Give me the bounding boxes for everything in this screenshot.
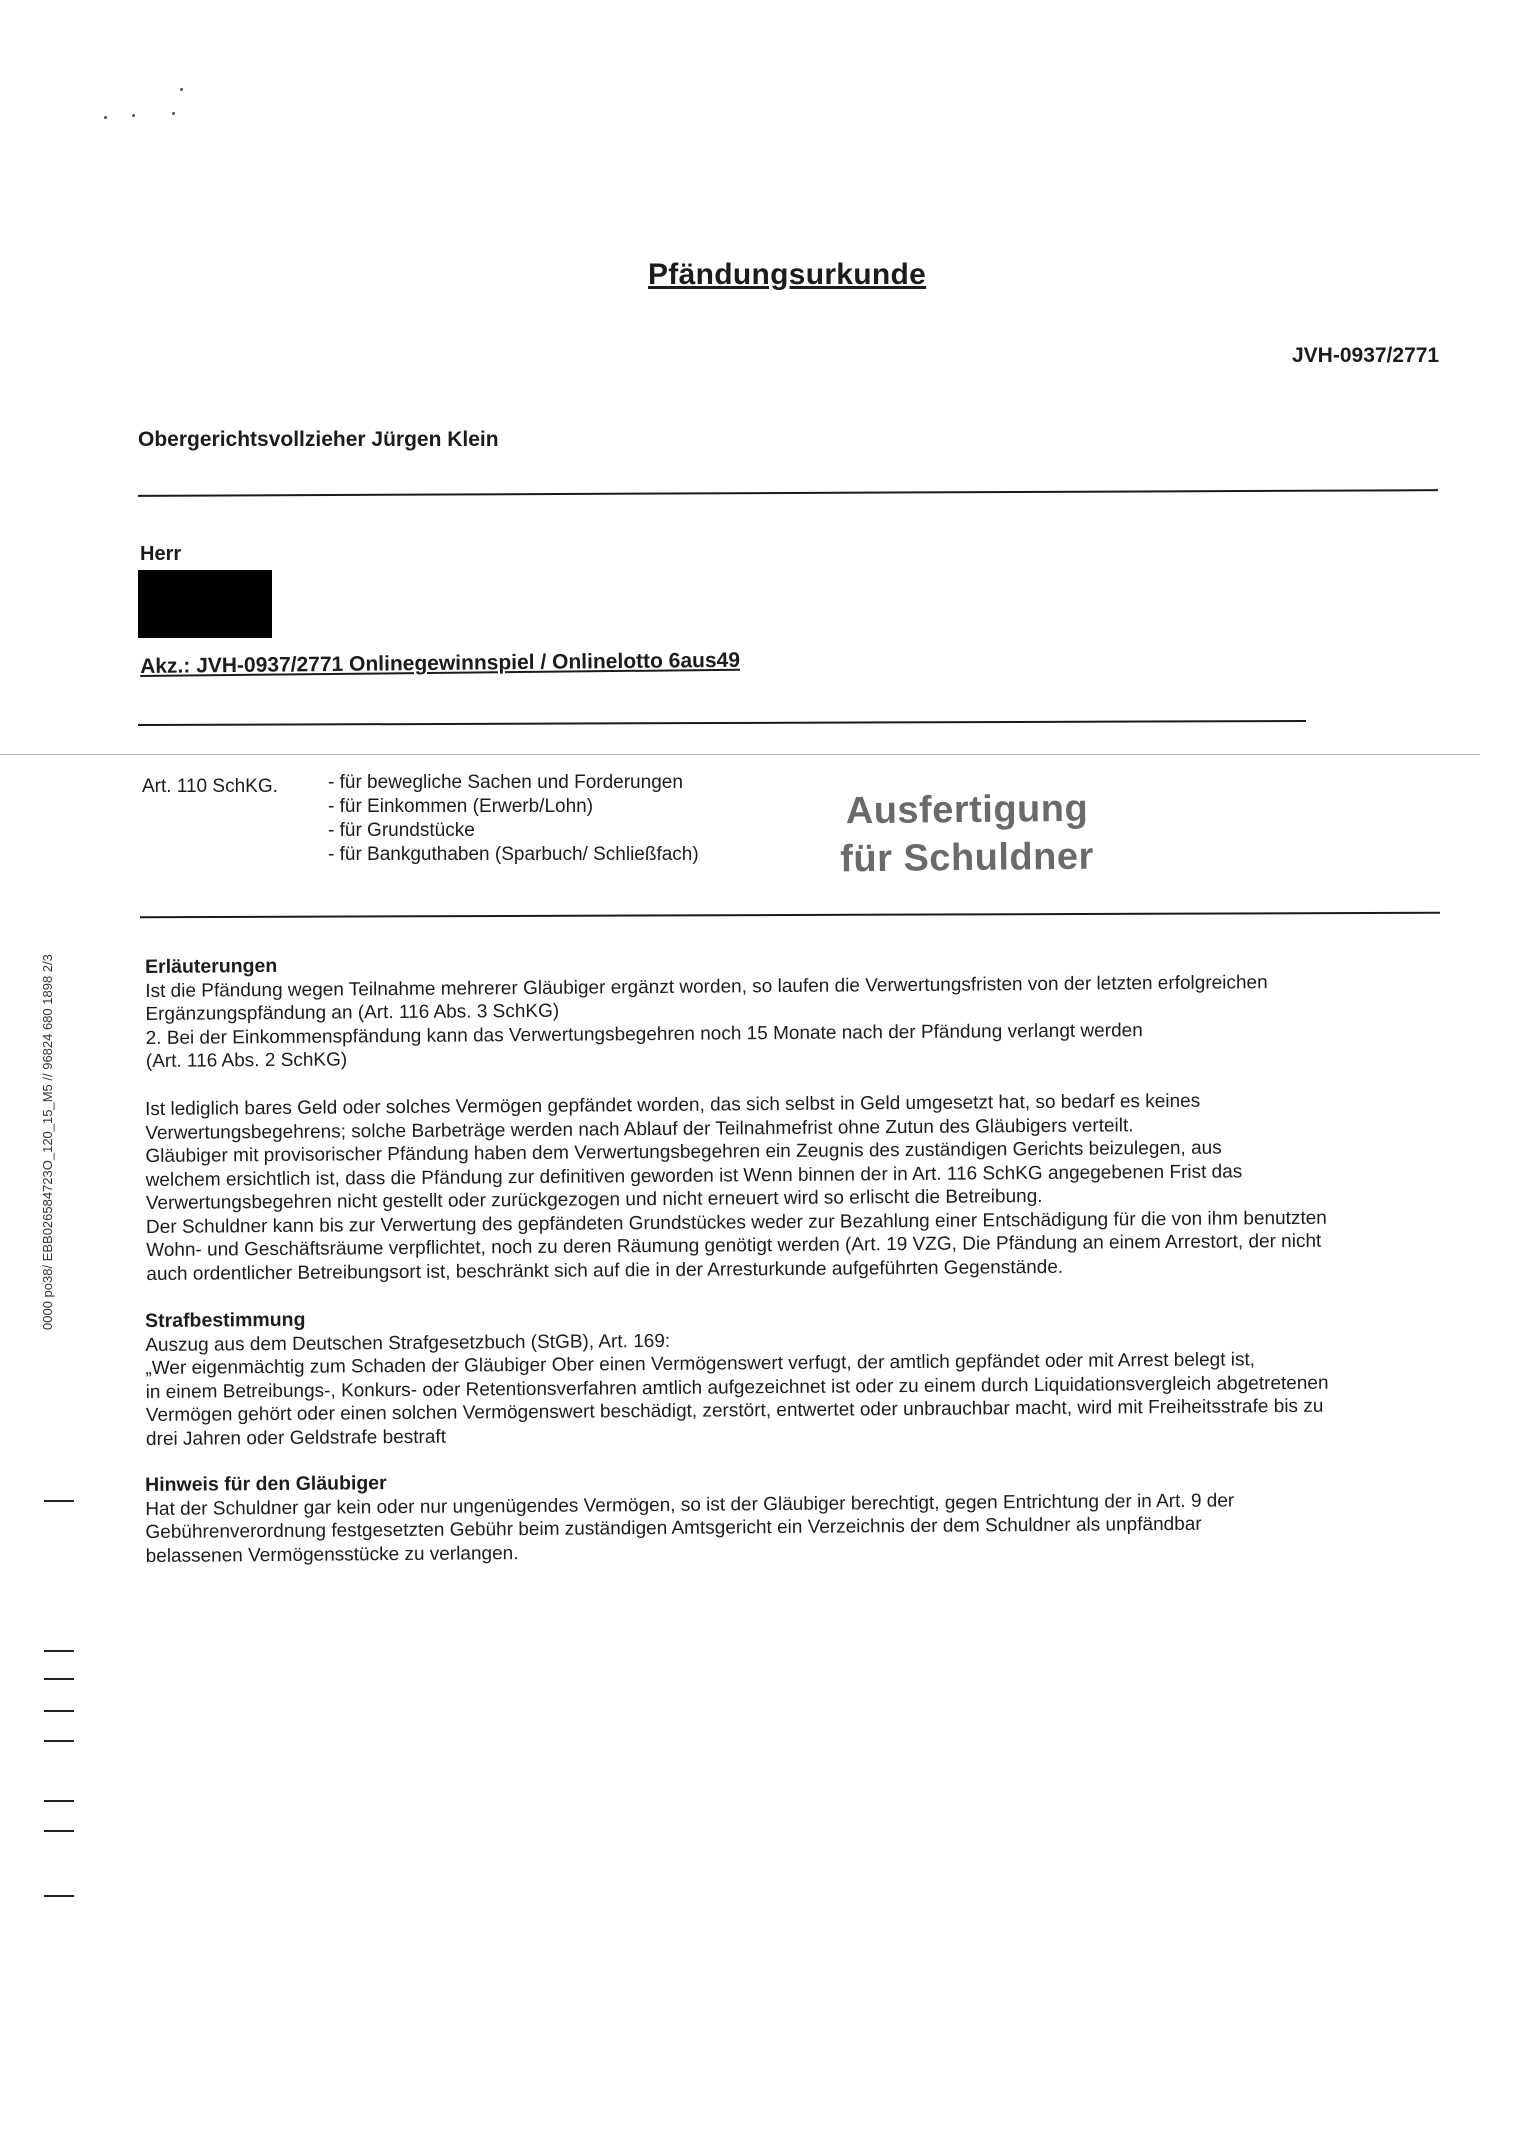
explanations-section (145, 946, 1426, 1074)
section-heading: Hinweis für den Gläubiger (145, 1472, 387, 1496)
bailiff-name: Obergerichtsvollzieher Jürgen Klein (138, 428, 499, 451)
scan-speck (172, 112, 175, 115)
divider (138, 720, 1306, 726)
explanations-paragraph (145, 1088, 1426, 1286)
text-line: auch ordentlicher Betreibungsort ist, beschränkt sich auf die in der Arresturkunde aufgeführten Gegenstände. (146, 1256, 1064, 1285)
scan-edge-line (0, 754, 1480, 755)
scan-mark (44, 1500, 74, 1502)
article-list (328, 771, 699, 867)
scan-mark (44, 1650, 74, 1652)
divider (138, 489, 1438, 497)
scan-mark (44, 1830, 74, 1832)
article-item: - für Bankguthaben (Sparbuch/ Schließfach) (328, 844, 699, 865)
scan-mark (44, 1895, 74, 1897)
text-line: Verwertungsbegehrens; solche Barbeträge werden nach Ablauf der Teilnahmefrist ohne Zutun des Gläubigers verteilt. (145, 1114, 1134, 1144)
text-line: Gebührenverordnung festgesetzten Gebühr beim zuständigen Amtsgericht ein Verzeichnis der dem Schuldner als unpfändbar (145, 1513, 1202, 1543)
text-line: welchem ersichtlich ist, dass die Pfändung zur definitiven geworden ist Wenn binnen der in Art. 116 SchKG angegebenen Frist das (145, 1160, 1243, 1191)
article-item: - für Grundstücke (328, 820, 475, 841)
scan-speck (132, 114, 135, 117)
scan-mark (44, 1800, 74, 1802)
text-line: Verwertungsbegehren nicht gestellt oder zurückgezogen und nicht erneuert wird so erlischt die Betreibung. (145, 1185, 1043, 1214)
text-line: 2. Bei der Einkommenspfändung kann das Verwertungsbegehren noch 15 Monate nach der Pfändung verlangt werden (145, 1019, 1143, 1049)
creditor-notice-section (145, 1464, 1426, 1568)
text-line: Auszug aus dem Deutschen Strafgesetzbuch (StGB), Art. 169: (145, 1330, 671, 1356)
text-line: Vermögen gehört oder einen solchen Vermögenswert beschädigt, zerstört, entwertet oder unbrauchbar macht, wird mit Freiheitsstrafe bis zu (145, 1395, 1324, 1426)
copy-stamp (840, 785, 1095, 884)
text-line: belassenen Vermögensstücke zu verlangen. (145, 1542, 519, 1567)
reference-number: JVH-0937/2771 (1292, 344, 1440, 367)
redacted-name-block (138, 570, 272, 638)
text-line: Hat der Schuldner gar kein oder nur ungenügendes Vermögen, so ist der Gläubiger berechtigt, gegen Entrichtung der in Art. 9 der (145, 1489, 1235, 1520)
section-heading: Erläuterungen (145, 954, 278, 978)
text-line: drei Jahren oder Geldstrafe bestraft (145, 1426, 447, 1450)
text-line: in einem Betreibungs-, Konkurs- oder Retentionsverfahren amtlich aufgezeichnet ist oder zu einem durch Liquidationsvergleich abgetretenen (145, 1372, 1329, 1403)
margin-barcode-text: 0000 po38/ EBB026584723O_120_15_M5 // 96824 680 1898 2/3 (40, 954, 55, 1330)
article-item: - für Einkommen (Erwerb/Lohn) (328, 796, 594, 817)
salutation: Herr (140, 543, 182, 565)
text-line: „Wer eigenmächtig zum Schaden der Gläubiger Ober einen Vermögenswert verfugt, der amtlich gepfändet oder mit Arrest belegt ist, (145, 1349, 1256, 1379)
section-heading: Strafbestimmung (145, 1308, 306, 1332)
scan-mark (44, 1740, 74, 1742)
scan-speck (180, 88, 183, 91)
text-line: Ergänzungspfändung an (Art. 116 Abs. 3 SchKG) (145, 1000, 560, 1025)
scan-speck (104, 116, 107, 119)
stamp-line: Ausfertigung (845, 787, 1089, 833)
text-line: Der Schuldner kann bis zur Verwertung des gepfändeten Grundstückes weder zur Bezahlung einer Entschädigung für die von ihm benutzten (145, 1207, 1327, 1238)
text-line: Wohn- und Geschäftsräume verpflichtet, noch zu deren Räumung genötigt werden (Art. 19 VZG, Die Pfändung an einem Arrestort, der nicht (146, 1230, 1322, 1261)
article-label: Art. 110 SchKG. (142, 776, 278, 797)
scan-mark (44, 1678, 74, 1680)
divider (140, 912, 1440, 919)
article-item: - für bewegliche Sachen und Forderungen (328, 772, 683, 793)
text-line: Ist lediglich bares Geld oder solches Vermögen gepfändet worden, das sich selbst in Geld umgesetzt hat, so bedarf es keines (145, 1090, 1201, 1120)
stamp-line: für Schuldner (840, 835, 1094, 881)
case-reference: Akz.: JVH-0937/2771 Onlinegewinnspiel / Onlinelotto 6aus49 (140, 648, 741, 678)
text-line: (Art. 116 Abs. 2 SchKG) (145, 1049, 348, 1072)
scan-mark (44, 1710, 74, 1712)
text-line: Ist die Pfändung wegen Teilnahme mehrerer Gläubiger ergänzt worden, so laufen die Verwertungsfristen von der letzten erfolgreichen (145, 971, 1268, 1002)
penal-provision-section (145, 1300, 1426, 1451)
text-line: Gläubiger mit provisorischer Pfändung haben dem Verwertungsbegehren ein Zeugnis des zuständigen Gerichts beizulegen, aus (145, 1137, 1222, 1167)
document-title: Pfändungsurkunde (648, 258, 927, 291)
